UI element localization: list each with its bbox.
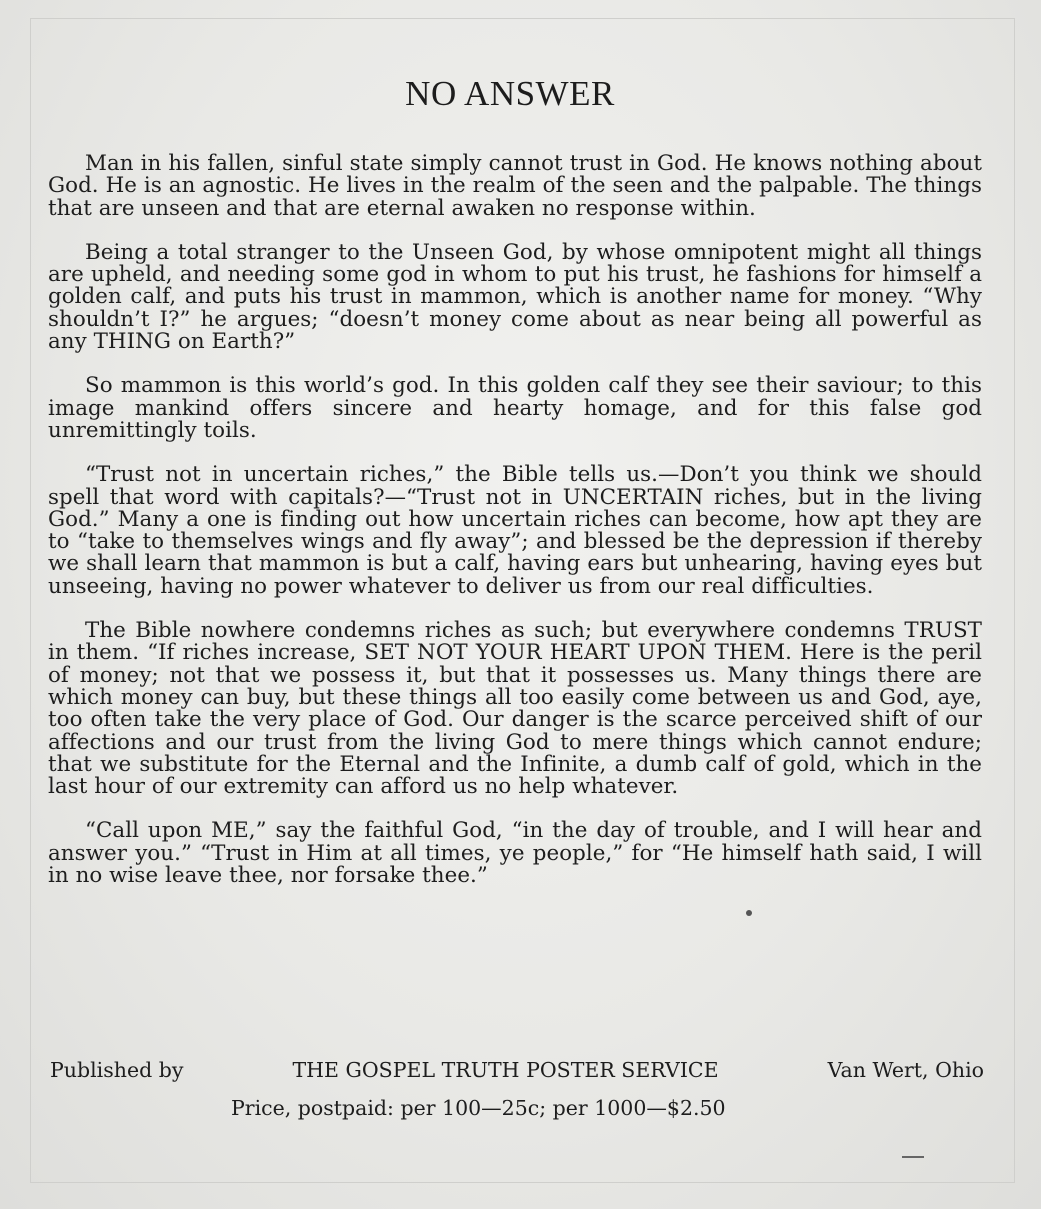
paragraph-4: “Trust not in uncertain riches,” the Bible tells us.—Don’t you think we should spell that word with capitals?—“Trust not in UNCERTAIN riches, but in the living God.” Many a one is finding out how uncertain riches can become, how apt they are to “take to themselves wings and fly away”; and blessed be the depression if thereby we shall learn that mammon is but a calf, having ears but unhearing, having eyes but unseeing, having no power whatever to deliver us from our real difficulties. [48, 462, 982, 599]
body-text [48, 153, 982, 909]
page-title: NO ANSWER [405, 74, 615, 113]
paragraph-6: “Call upon ME,” say the faithful God, “in the day of trouble, and I will hear and answer you.” “Trust in Him at all times, ye people,” for “He himself hath said, I will in no wise leave thee, nor forsake thee.” [48, 818, 982, 889]
publisher-location: Van Wert, Ohio [827, 1058, 984, 1082]
published-by-label: Published by [50, 1058, 184, 1082]
publisher-line [50, 1058, 984, 1082]
paragraph-3: So mammon is this world’s god. In this golden calf they see their saviour; to this image mankind offers sincere and hearty homage, and for this false god unremittingly toils. [48, 373, 982, 443]
paragraph-1: Man in his fallen, sinful state simply cannot trust in God. He knows nothing about God. He is an agnostic. He lives in the realm of the seen and the palpable. The things that are unseen and that are eternal awaken no response within. [48, 151, 982, 221]
ink-speck [746, 910, 752, 916]
price-line: Price, postpaid: per 100—25c; per 1000—$2.50 [231, 1096, 726, 1120]
publisher-name: THE GOSPEL TRUTH POSTER SERVICE [292, 1058, 719, 1082]
paragraph-2: Being a total stranger to the Unseen God, by whose omnipotent might all things are upheld, and needing some god in whom to put his trust, he fashions for himself a golden calf, and puts his trust in mammon, which is another name for money. “Why shouldn’t I?” he argues; “doesn’t money come about as near being all powerful as any THING on Earth?” [48, 239, 982, 355]
print-mark [902, 1156, 924, 1158]
footer [50, 1058, 984, 1120]
paragraph-5: The Bible nowhere condemns riches as such; but everywhere condemns TRUST in them. “If riches increase, SET NOT YOUR HEART UPON THEM. Here is the peril of money; not that we possess it, but that it possesses us. Many things there are which money can buy, but these things all too easily come between us and God, aye, too often take the very place of God. Our danger is the scarce perceived shift of our affections and our trust from the living God to mere things which cannot endure; that we substitute for the Eternal and the Infinite, a dumb calf of gold, which in the last hour of our extremity can afford us no help whatever. [48, 618, 982, 800]
